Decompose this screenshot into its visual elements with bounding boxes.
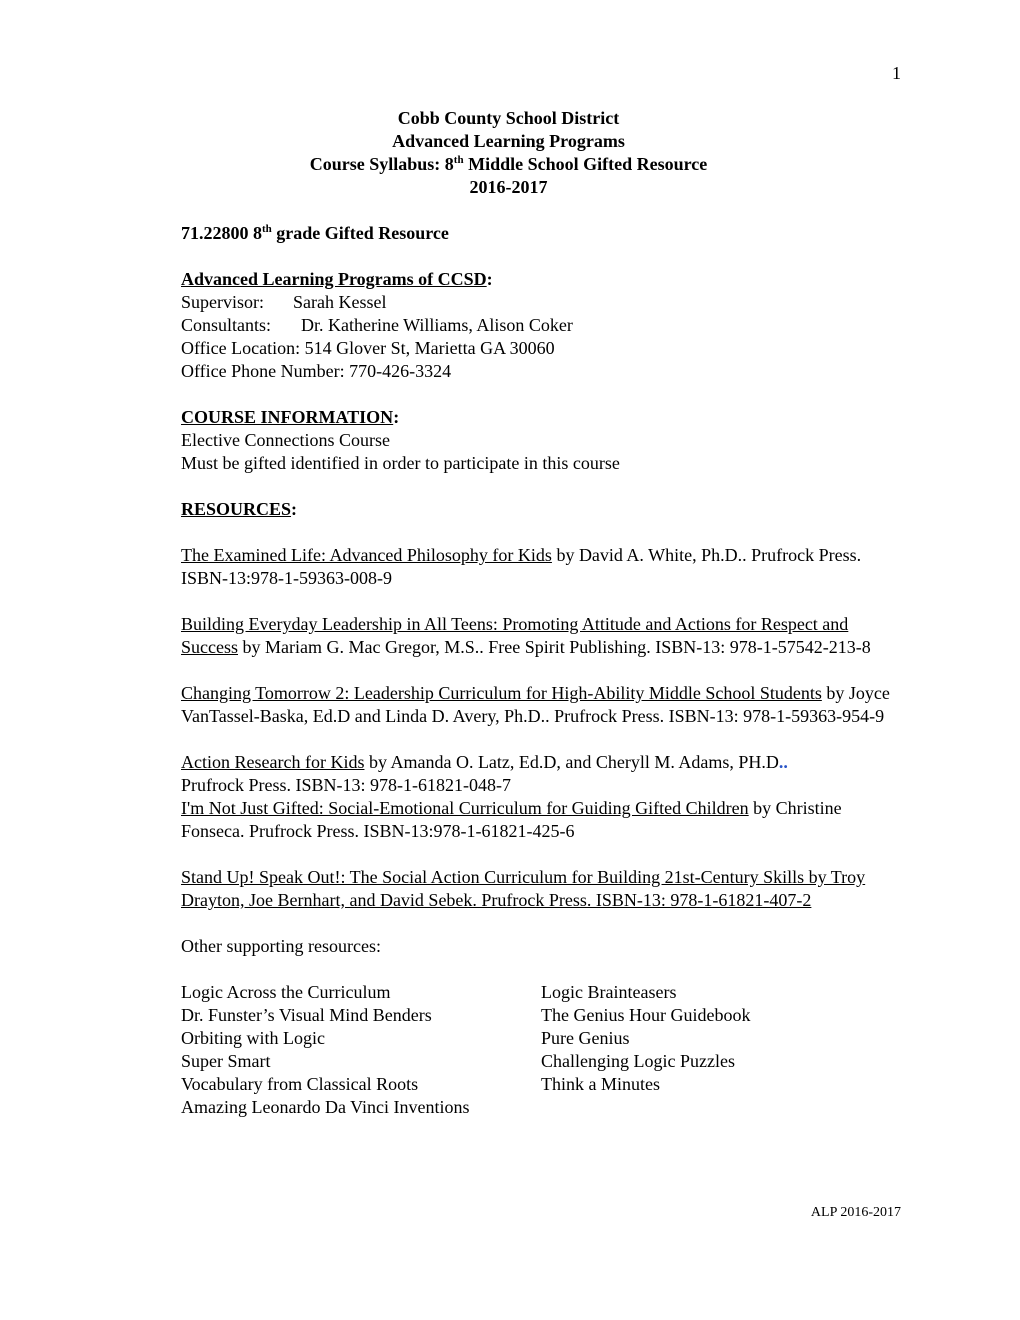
resource-item (181, 544, 906, 590)
page-number: 1 (892, 63, 901, 83)
program-title: Advanced Learning Programs (392, 131, 625, 151)
list-item: Challenging Logic Puzzles (541, 1051, 735, 1071)
resource-details: by Mariam G. Mac Gregor, M.S.. Free Spirit Publishing. ISBN-13: 978-1-57542-213-8 (238, 637, 871, 657)
supervisor-label: Supervisor: (181, 292, 264, 312)
consultants-value: Dr. Katherine Williams, Alison Coker (301, 315, 573, 335)
resource-details: by Amanda O. Latz, Ed.D, and Cheryll M. Adams, PH.D (364, 752, 779, 772)
course-info-line: Must be gifted identified in order to participate in this course (181, 453, 620, 473)
superscript: th (453, 154, 464, 166)
list-item: Pure Genius (541, 1028, 630, 1048)
office-phone: Office Phone Number: 770-426-3324 (181, 361, 452, 381)
list-item: The Genius Hour Guidebook (541, 1005, 751, 1025)
course-info-heading (181, 406, 906, 429)
heading-colon: : (393, 407, 400, 427)
resource-details: by Joyce VanTassel-Baska, Ed.D and Linda D. Avery, Ph.D.. Prufrock Press. ISBN-13: 978-1-59363-954-9 (181, 683, 890, 726)
course-info-heading-text: COURSE INFORMATION (181, 407, 394, 427)
document-header (181, 107, 836, 199)
syllabus-title-part: Course Syllabus: 8 (309, 154, 454, 174)
superscript: th (262, 223, 272, 235)
heading-colon: : (291, 499, 298, 519)
resource-details: by David A. White, Ph.D.. Prufrock Press. ISBN-13:978-1-59363-008-9 (181, 545, 862, 588)
list-item: Think a Minutes (541, 1074, 660, 1094)
supervisor-line (181, 291, 906, 314)
resource-details-line: Prufrock Press. ISBN-13: 978-1-61821-048-7 (181, 775, 511, 795)
alp-heading (181, 268, 906, 291)
syllabus-title-part: Middle School Gifted Resource (463, 154, 708, 174)
list-item: Logic Brainteasers (541, 982, 677, 1002)
resources-heading-text: RESOURCES (181, 499, 292, 519)
list-item: Orbiting with Logic (181, 1028, 325, 1048)
list-item: Vocabulary from Classical Roots (181, 1074, 419, 1094)
list-item: Logic Across the Curriculum (181, 982, 391, 1002)
resource-details: by Christine Fonseca. Prufrock Press. ISBN-13:978-1-61821-425-6 (181, 798, 842, 841)
resource-item (181, 797, 906, 843)
course-info-line: Elective Connections Course (181, 430, 390, 450)
resource-title: Action Research for Kids (181, 752, 365, 772)
other-resources-column-2 (541, 981, 841, 1119)
resource-title: Building Everyday Leadership in All Teens: Promoting Attitude and Actions for Respect and Success (181, 614, 849, 657)
supervisor-value: Sarah Kessel (293, 292, 387, 312)
page-footer: ALP 2016-2017 (810, 1205, 901, 1220)
school-year: 2016-2017 (469, 177, 548, 197)
resources-heading (181, 498, 906, 521)
resource-punctuation: .. (778, 752, 788, 772)
resource-title: The Examined Life: Advanced Philosophy for Kids (181, 545, 552, 565)
consultants-line (181, 314, 906, 337)
course-code (181, 222, 906, 245)
alp-heading-text: Advanced Learning Programs of CCSD (181, 269, 487, 289)
resource-title: I'm Not Just Gifted: Social-Emotional Curriculum for Guiding Gifted Children (181, 798, 749, 818)
resource-item: Stand Up! Speak Out!: The Social Action Curriculum for Building 21st-Century Skills by Troy Drayton, Joe Bernhart, and David Sebek. Prufrock Press. ISBN-13: 978-1-61821-407-2 (181, 867, 866, 910)
other-resources-list (181, 981, 906, 1119)
office-location: Office Location: 514 Glover St, Marietta GA 30060 (181, 338, 555, 358)
document-body (181, 107, 906, 1119)
other-resources-column-1 (181, 981, 541, 1119)
list-item: Dr. Funster’s Visual Mind Benders (181, 1005, 432, 1025)
resource-title: Changing Tomorrow 2: Leadership Curriculum for High-Ability Middle School Students (181, 683, 822, 703)
consultants-label: Consultants: (181, 315, 272, 335)
resource-item (181, 613, 906, 659)
list-item: Super Smart (181, 1051, 271, 1071)
syllabus-title (181, 153, 836, 176)
course-code-part: grade Gifted Resource (271, 223, 449, 243)
resource-item (181, 751, 906, 774)
course-code-part: 71.22800 8 (181, 223, 262, 243)
resource-item (181, 682, 906, 728)
district-title: Cobb County School District (397, 108, 620, 128)
list-item: Amazing Leonardo Da Vinci Inventions (181, 1097, 470, 1117)
heading-colon: : (486, 269, 493, 289)
other-resources-heading: Other supporting resources: (181, 936, 381, 956)
